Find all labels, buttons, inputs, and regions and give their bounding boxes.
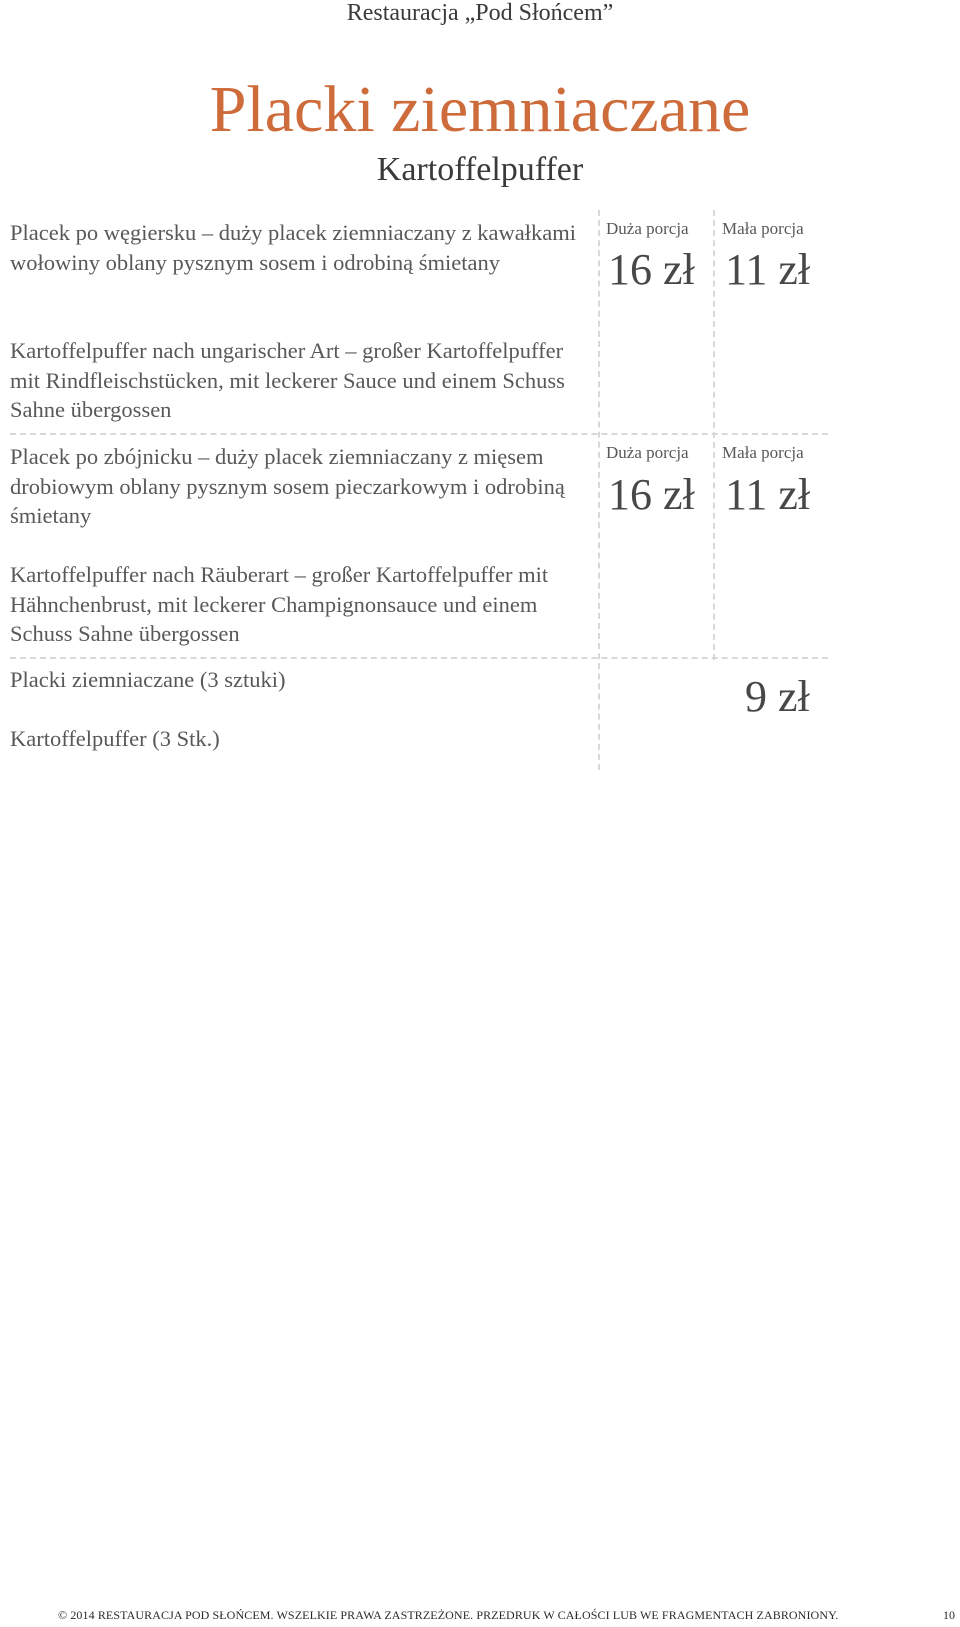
price-column-divider-left xyxy=(598,210,600,770)
price-small: 11 zł xyxy=(725,470,811,519)
large-portion-label: Duża porcja xyxy=(606,219,689,238)
page-number: 10 xyxy=(943,1608,955,1622)
section-title: Placki ziemniaczane xyxy=(209,73,751,146)
row-divider-1 xyxy=(10,433,828,435)
item-name-german: Kartoffelpuffer (3 Stk.) xyxy=(10,726,220,751)
price: 9 zł xyxy=(745,672,810,721)
price-large: 16 zł xyxy=(608,470,695,519)
section-subtitle: Kartoffelpuffer xyxy=(376,151,584,188)
small-portion-label: Mała porcja xyxy=(722,219,804,238)
price-large: 16 zł xyxy=(608,245,695,294)
item-name-polish: Placek po zbójnicku – duży placek ziemniaczany z mięsem drobiowym oblany pysznym sosem pieczarkowym i odrobiną śmietany xyxy=(10,444,565,528)
item-name-german: Kartoffelpuffer nach Räuberart – großer Kartoffelpuffer mit Hähnchenbrust, mit leckerer Champignonsauce und einem Schuss Sahne übergossen xyxy=(10,562,549,646)
item-name-polish: Placek po węgiersku – duży placek ziemniaczany z kawałkami wołowiny oblany pysznym sosem i odrobiną śmietany xyxy=(10,220,577,275)
price-column-divider-middle xyxy=(713,210,715,660)
price-small: 11 zł xyxy=(725,245,811,294)
row-divider-2 xyxy=(10,657,828,659)
large-portion-label: Duża porcja xyxy=(606,443,689,462)
restaurant-name: Restauracja „Pod Słońcem” xyxy=(346,0,614,26)
copyright-notice: © 2014 RESTAURACJA POD SŁOŃCEM. WSZELKIE PRAWA ZASTRZEŻONE. PRZEDRUK W CAŁOŚCI LUB WE FRAGMENTACH ZABRONIONY. xyxy=(58,1608,839,1622)
item-name-polish: Placki ziemniaczane (3 sztuki) xyxy=(10,667,286,692)
item-name-german: Kartoffelpuffer nach ungarischer Art – großer Kartoffelpuffer mit Rindfleischstücken, mit leckerer Sauce und einem Schuss Sahne übergossen xyxy=(10,338,565,422)
small-portion-label: Mała porcja xyxy=(722,443,804,462)
